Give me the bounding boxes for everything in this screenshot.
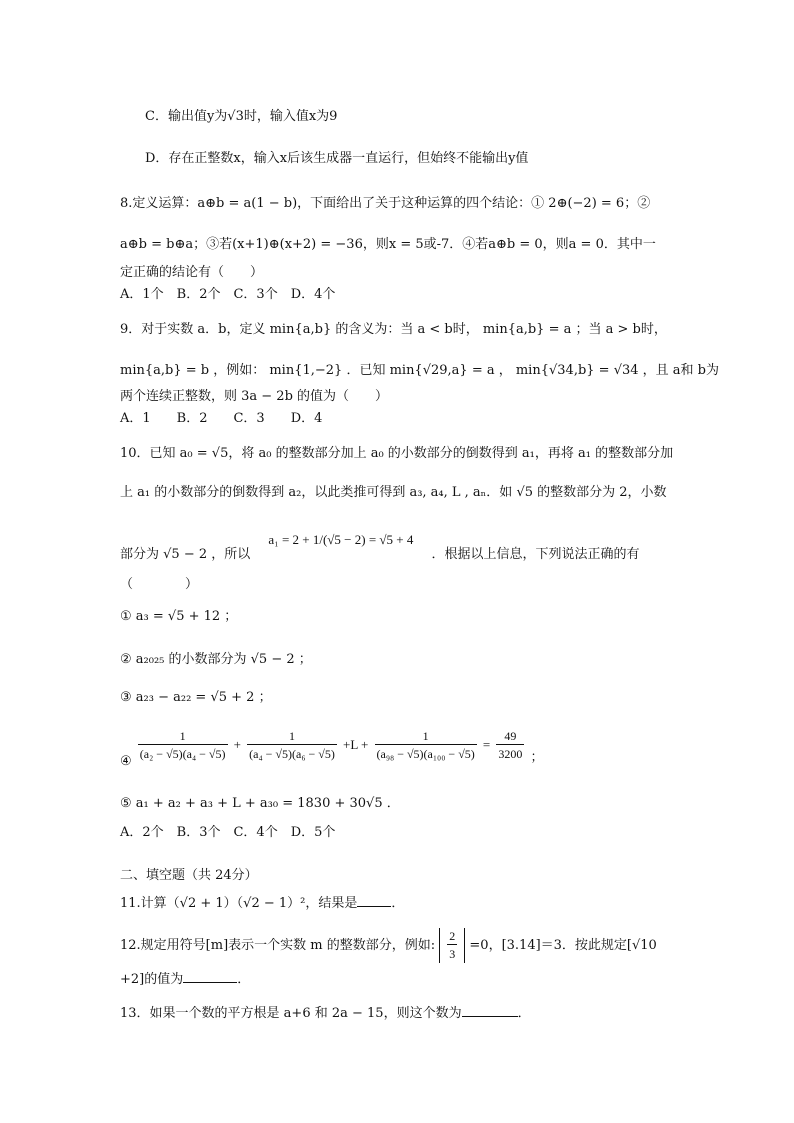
q10-line-3 [120,532,640,565]
q10-statement-1: ① a₃ = √5 + 12 ； [120,609,238,624]
q13-text: 13．如果一个数的平方根是 a+6 和 2a − 15，则这个数为 [120,1006,462,1021]
q10-statement-2: ② a₂₀₂₅ 的小数部分为 √5 − 2 ； [120,652,312,667]
q8-options: A．1个 B．2个 C．3个 D．4个 [120,287,336,302]
q10-line-3-pre: 部分为 √5 − 2 ，所以 [120,547,251,562]
q10-s4-term-1-den: (a₂ − √5)(a₄ − √5) [139,747,226,761]
q12-answer-blank [183,968,237,983]
q9-options: A．1 B．2 C．3 D．4 [120,411,323,426]
q12-example-fraction [447,928,457,963]
q10-s4-term-1 [138,728,228,763]
q11-answer-blank [357,892,391,907]
q10-s4-term-3-num: 1 [375,728,477,745]
q7-option-d: D．存在正整数x，输入x后该生成器一直运行，但始终不能输出y值 [145,151,529,166]
q11-text: 11.计算（√2 + 1）（√2 − 1）²，结果是 [120,896,358,911]
q10-s4-equals: = [482,737,491,752]
q10-statement-3: ③ a₂₃ − a₂₂ = √5 + 2 ； [120,690,272,705]
q10-s4-result [496,728,524,763]
q13 [120,1002,531,1024]
q13-answer-blank [462,1002,518,1017]
q11 [120,892,404,914]
q10-statement-4 [120,728,544,769]
q9-line-2: min{a,b} = b ，例如： min{1,−2} ．已知 min{√29,a} = a ， min{√34,b} = √34 ，且 a和 b为 [120,363,719,378]
q12-frac-den: 3 [449,947,456,961]
q12-end: ． [237,972,251,987]
q10-statement-5: ⑤ a₁ + a₂ + a₃ + L + a₃₀ = 1830 + 30√5 ． [120,796,400,811]
q9-line-3: 两个连续正整数，则 3a − 2b 的值为（ ） [120,389,389,404]
q10-s4-marker: ④ [120,754,132,769]
q8-line-2: a⊕b = b⊕a；③若(x+1)⊕(x+2) = −36，则x = 5或-7．④若a⊕b = 0，则a = 0．其中一 [120,237,656,252]
q10-s4-term-2-num: 1 [247,728,337,745]
q10-options: A．2个 B．3个 C．4个 D．5个 [120,825,336,840]
q11-end: ． [391,896,405,911]
q10-s4-term-3-den: (a₉₈ − √5)(a₁₀₀ − √5) [376,747,475,761]
q12-frac-num: 2 [449,929,456,943]
q10-s4-ellipsis: +L + [343,737,369,752]
q10-s4-term-3 [375,728,477,763]
q10-a1-formula: a₁ = 2 + 1/(√5 − 2) = √5 + 4 [268,532,414,547]
q10-s4-result-num: 49 [496,728,524,745]
q10-line-1: 10．已知 a₀ = √5，将 a₀ 的整数部分加上 a₀ 的小数部分的倒数得到 a₁，再将 a₁ 的整数部分加 [120,446,674,461]
q10-s4-term-2 [247,728,337,763]
q13-end: ． [517,1006,531,1021]
q10-line-2: 上 a₁ 的小数部分的倒数得到 a₂，以此类推可得到 a₃, a₄, L , aₙ．如 √5 的整数部分为 2，小数 [120,485,667,500]
q12-post: =0，[3.14]＝3．按此规定[√10 [469,938,657,953]
q10-line-3-post: ．根据以上信息，下列说法正确的有 [431,547,640,562]
q12-line-1 [120,928,657,963]
q10-s4-plus: + [233,737,241,752]
q10-s4-term-2-den: (a₄ − √5)(a₆ − √5) [249,747,335,761]
q10-s4-term-1-num: 1 [138,728,228,745]
q10-s4-semicolon: ； [530,750,544,765]
q7-option-c: C．输出值y为√3时，输入值x为9 [145,109,338,124]
q12-line-2 [120,968,250,990]
section-2-title: 二、填空题（共 24分） [120,868,258,883]
q8-line-1: 8.定义运算：a⊕b = a(1 − b)，下面给出了关于这种运算的四个结论：① 2⊕(−2) = 6；② [120,196,651,211]
q10-line-4: （ ） [120,577,199,592]
q12-example-bracket [439,928,465,963]
q9-line-1: 9．对于实数 a．b，定义 min{a,b} 的含义为：当 a < b时， min{a,b} = a ；当 a > b时， [120,322,667,337]
q12-pre: 12.规定用符号[m]表示一个实数 m 的整数部分，例如: [120,938,436,953]
q12-line-2-text: +2]的值为 [120,972,184,987]
q8-line-3: 定正确的结论有（ ） [120,265,264,280]
q10-s4-result-den: 3200 [498,747,523,761]
